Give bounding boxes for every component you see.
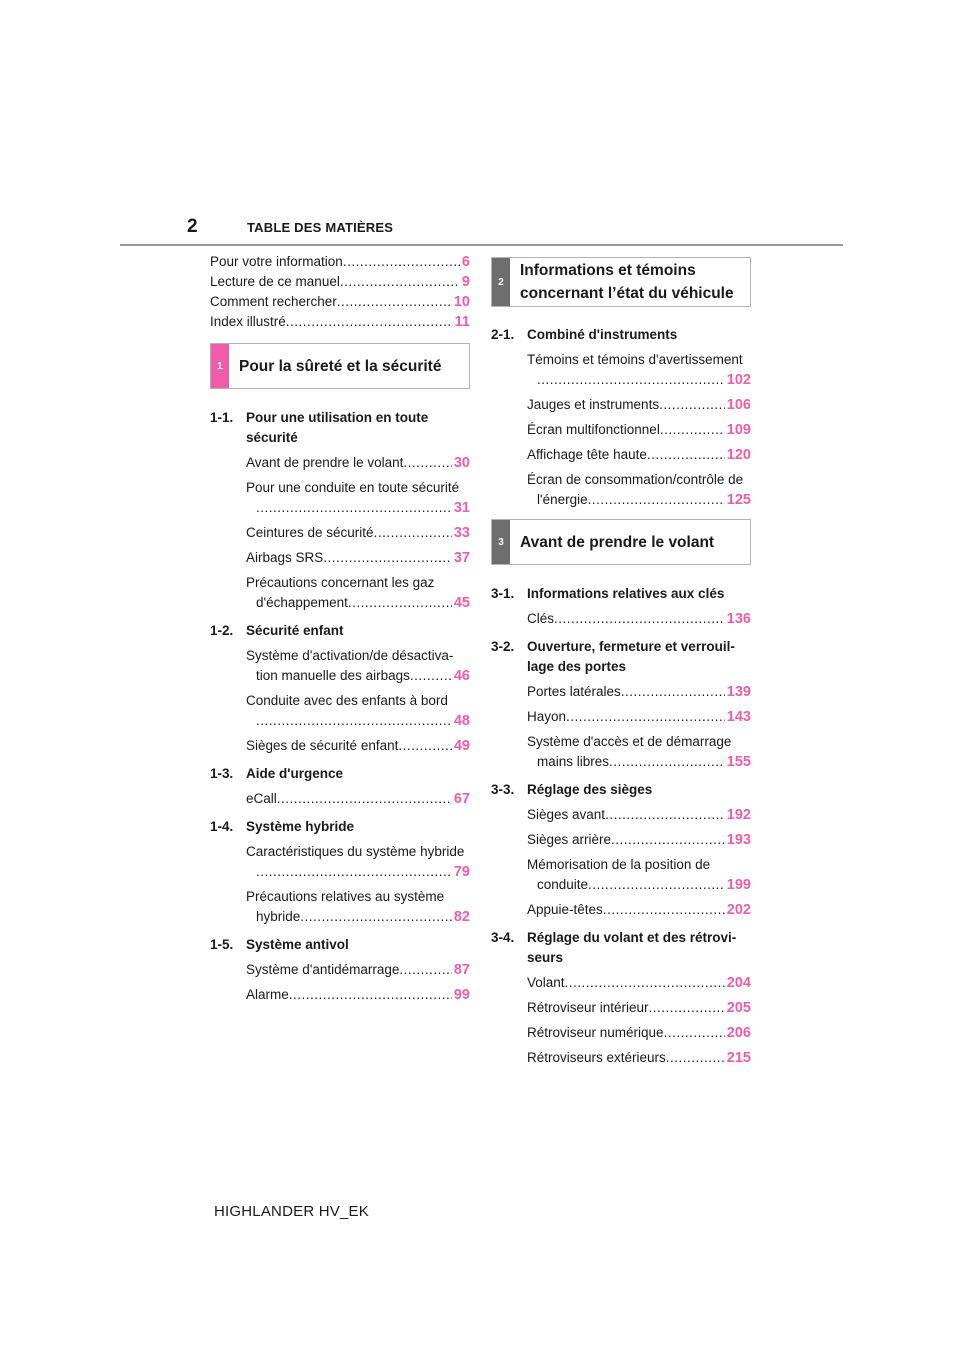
toc-entry[interactable]: Affichage tête haute ..... 120: [527, 445, 751, 465]
page-link[interactable]: 31: [453, 500, 470, 516]
toc-entry[interactable]: Écran multifonctionnel ..... 109: [527, 420, 751, 440]
page-link[interactable]: 49: [453, 738, 470, 754]
group-number: 1-5.: [210, 937, 234, 952]
page-link[interactable]: 143: [726, 709, 751, 725]
section-header-2[interactable]: [491, 257, 751, 307]
group-number: 1-3.: [210, 766, 234, 781]
toc-entry[interactable]: Airbags SRS ..... 37: [246, 548, 470, 568]
page-link[interactable]: 204: [726, 975, 751, 991]
page-link[interactable]: 106: [726, 397, 751, 413]
group-title: Réglage des sièges: [527, 782, 653, 797]
group-number: 3-4.: [491, 930, 515, 945]
group-number: 3-3.: [491, 782, 515, 797]
toc-entry[interactable]: Pour votre information ..... 6: [210, 252, 470, 272]
toc-entry[interactable]: Rétroviseurs extérieurs ..... 215: [527, 1048, 751, 1068]
toc-entry[interactable]: Hayon ..... 143: [527, 707, 751, 727]
group-number: 3-1.: [491, 586, 515, 601]
toc-entry-label: Précautions concernant les gaz: [246, 575, 435, 590]
group-title: Système hybride: [246, 819, 355, 834]
section-title: Pour la sûreté et la sécurité: [239, 357, 442, 375]
page-link[interactable]: 79: [453, 864, 470, 880]
page-link[interactable]: 205: [726, 1000, 751, 1016]
footer-model-code: HIGHLANDER HV_EK: [214, 1203, 369, 1220]
section-tab-2: 2: [492, 258, 510, 306]
toc-entry[interactable]: Alarme ..... 99: [246, 985, 470, 1005]
toc-group: [210, 935, 470, 1005]
section-title: Informations et témoins concernant l’état du véhicule: [520, 262, 734, 302]
toc-entry[interactable]: Portes latérales ..... 139: [527, 682, 751, 702]
group-number: 1-4.: [210, 819, 234, 834]
toc-entry[interactable]: d'échappement ..... 45: [246, 593, 470, 613]
toc-entry-label: Conduite avec des enfants à bord: [246, 693, 448, 708]
page-link[interactable]: 67: [453, 791, 470, 807]
page-link[interactable]: 45: [453, 595, 470, 611]
toc-entry[interactable]: hybride ..... 82: [246, 907, 470, 927]
toc-entry-label: Système d'activation/de désactiva-: [246, 648, 454, 663]
group-title: Ouverture, fermeture et verrouil- lage des portes: [527, 639, 735, 674]
toc-entry[interactable]: eCall ..... 67: [246, 789, 470, 809]
toc-entry-label: Écran de consommation/contrôle de: [527, 472, 744, 487]
toc-entry-label: Précautions relatives au système: [246, 889, 445, 904]
toc-group: [491, 928, 751, 1068]
page-link[interactable]: 102: [726, 372, 751, 388]
toc-entry-label: Système d'accès et de démarrage: [527, 734, 732, 749]
toc-entry[interactable]: Comment rechercher ..... 10: [210, 292, 470, 312]
group-number: 2-1.: [491, 327, 515, 342]
toc-entry[interactable]: Sièges de sécurité enfant ..... 49: [246, 736, 470, 756]
page-link[interactable]: 202: [726, 902, 751, 918]
page-link[interactable]: 136: [726, 611, 751, 627]
group-title: Système antivol: [246, 937, 349, 952]
section-header-1[interactable]: [210, 343, 470, 389]
toc-entry[interactable]: Sièges arrière ..... 193: [527, 830, 751, 850]
page-link[interactable]: 48: [453, 713, 470, 729]
page-link[interactable]: 120: [726, 447, 751, 463]
page-link[interactable]: 46: [453, 668, 470, 684]
page-link[interactable]: 206: [726, 1025, 751, 1041]
group-title: Pour une utilisation en toute sécurité: [246, 410, 429, 445]
toc-entry[interactable]: Avant de prendre le volant ..... 30: [246, 453, 470, 473]
section-title: Avant de prendre le volant: [520, 533, 715, 551]
group-title: Aide d'urgence: [246, 766, 343, 781]
toc-entry[interactable]: mains libres ..... 155: [527, 752, 751, 772]
toc-group: [210, 817, 470, 927]
group-number: 3-2.: [491, 639, 515, 654]
header-title: TABLE DES MATIÈRES: [247, 220, 394, 235]
group-title: Informations relatives aux clés: [527, 586, 725, 601]
toc-entry[interactable]: [527, 370, 751, 390]
toc-group: [491, 584, 751, 629]
page-link[interactable]: 193: [726, 832, 751, 848]
toc-group: [491, 637, 751, 772]
toc-entry[interactable]: Lecture de ce manuel ..... 9: [210, 272, 470, 292]
toc-entry[interactable]: Rétroviseur numérique ..... 206: [527, 1023, 751, 1043]
group-title: Sécurité enfant: [246, 623, 344, 638]
toc-group: [210, 621, 470, 756]
toc-entry[interactable]: Sièges avant ..... 192: [527, 805, 751, 825]
page-link[interactable]: 192: [726, 807, 751, 823]
toc-entry-label: Témoins et témoins d'avertissement: [527, 352, 743, 367]
toc-entry-label: Mémorisation de la position de: [527, 857, 711, 872]
section-tab-1: 1: [211, 344, 229, 388]
header-divider: [120, 244, 843, 246]
page-link[interactable]: 11: [454, 314, 470, 330]
toc-entry[interactable]: [246, 862, 470, 882]
toc-entry[interactable]: Index illustré ..... 11: [210, 312, 470, 332]
group-number: 1-1.: [210, 410, 234, 425]
page-link[interactable]: 155: [726, 754, 751, 770]
page-link[interactable]: 139: [726, 684, 751, 700]
toc-intro: [210, 252, 470, 332]
toc-entry[interactable]: l'énergie ..... 125: [527, 490, 751, 510]
toc-entry[interactable]: Clés ..... 136: [527, 609, 751, 629]
page-link[interactable]: 9: [461, 274, 470, 290]
toc-entry[interactable]: conduite ..... 199: [527, 875, 751, 895]
page-link[interactable]: 82: [453, 909, 470, 925]
toc-entry[interactable]: [246, 711, 470, 731]
page-link[interactable]: 99: [453, 987, 470, 1003]
page-link[interactable]: 37: [453, 550, 470, 566]
toc-entry[interactable]: Système d'antidémarrage ..... 87: [246, 960, 470, 980]
toc-left-column: [210, 252, 470, 1013]
toc-group: [210, 408, 470, 613]
page-link[interactable]: 33: [453, 525, 470, 541]
toc-group: [491, 325, 751, 510]
toc-entry[interactable]: tion manuelle des airbags ..... 46: [246, 666, 470, 686]
toc-entry[interactable]: Volant ..... 204: [527, 973, 751, 993]
page-link[interactable]: 6: [461, 254, 470, 270]
toc-entry[interactable]: Ceintures de sécurité ..... 33: [246, 523, 470, 543]
toc-entry[interactable]: Jauges et instruments ..... 106: [527, 395, 751, 415]
toc-entry[interactable]: Appuie-têtes ..... 202: [527, 900, 751, 920]
page-link[interactable]: 125: [726, 492, 751, 508]
page-link[interactable]: 10: [453, 294, 470, 310]
group-title: Réglage du volant et des rétrovi- seurs: [527, 930, 737, 965]
section-tab-3: 3: [492, 520, 510, 564]
page-link[interactable]: 109: [726, 422, 751, 438]
page-link[interactable]: 30: [453, 455, 470, 471]
toc-right-column: [491, 252, 751, 1076]
page-number: 2: [187, 216, 198, 237]
toc-entry[interactable]: Rétroviseur intérieur ..... 205: [527, 998, 751, 1018]
toc-entry-label: Pour une conduite en toute sécurité: [246, 480, 460, 495]
page-link[interactable]: 87: [453, 962, 470, 978]
page-header: [0, 0, 960, 250]
toc-entry-label: Caractéristiques du système hybride: [246, 844, 465, 859]
group-title: Combiné d'instruments: [527, 327, 678, 342]
group-number: 1-2.: [210, 623, 234, 638]
page-link[interactable]: 199: [726, 877, 751, 893]
toc-group: [491, 780, 751, 920]
section-header-3[interactable]: [491, 519, 751, 565]
toc-group: [210, 764, 470, 809]
toc-entry[interactable]: [246, 498, 470, 518]
page-link[interactable]: 215: [726, 1050, 751, 1066]
